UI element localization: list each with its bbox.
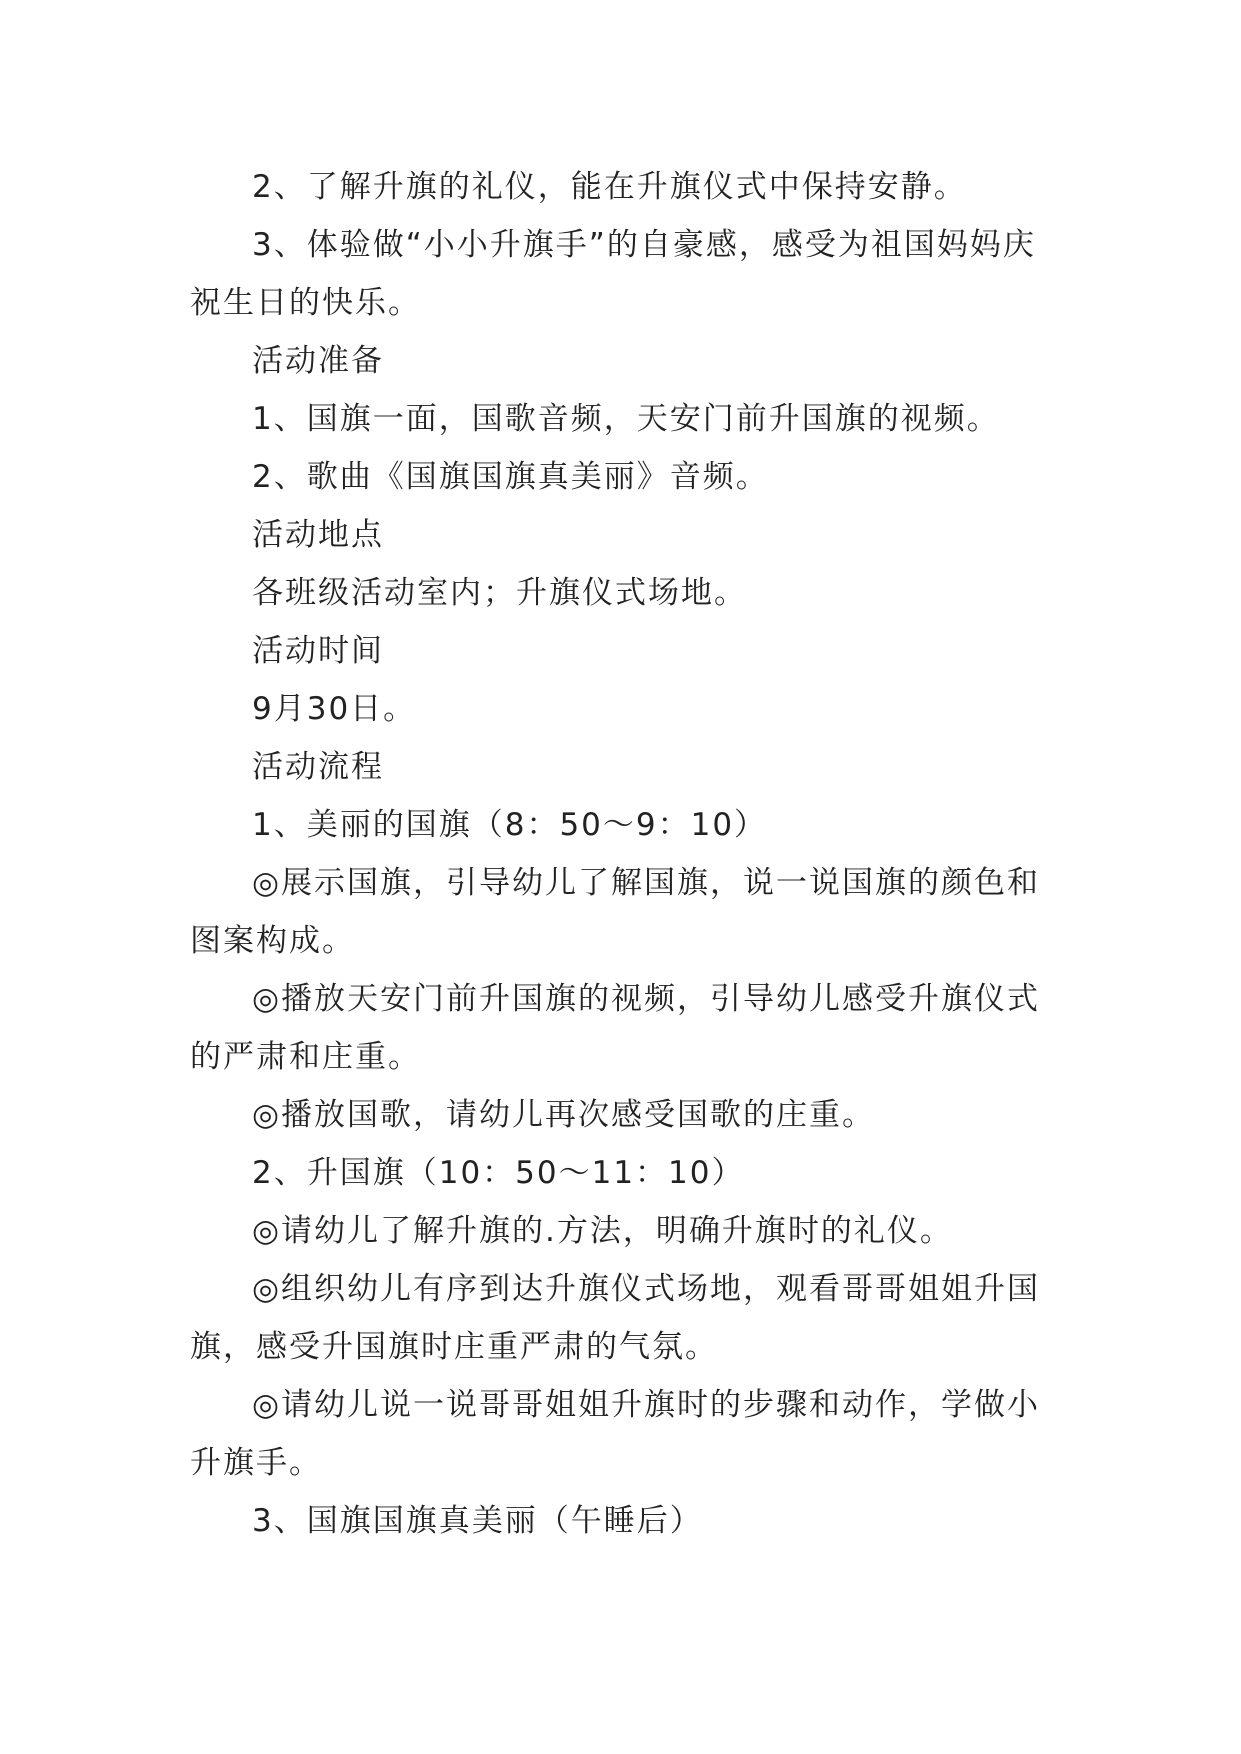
document-body	[190, 158, 1060, 1550]
heading-process: 活动流程	[252, 749, 384, 785]
paragraph-process-1a: ◎展示国旗，引导幼儿了解国旗，说一说国旗的颜色和图案构成。	[190, 865, 1041, 959]
paragraph-preparation-1: 1、国旗一面，国歌音频，天安门前升国旗的视频。	[252, 401, 1000, 437]
heading-location: 活动地点	[252, 517, 384, 553]
heading-time: 活动时间	[252, 633, 384, 669]
paragraph-process-1b: ◎播放天安门前升国旗的视频，引导幼儿感受升旗仪式的严肃和庄重。	[190, 981, 1041, 1075]
paragraph-objective-2: 2、了解升旗的礼仪，能在升旗仪式中保持安静。	[252, 169, 967, 205]
paragraph-preparation-2: 2、歌曲《国旗国旗真美丽》音频。	[252, 459, 769, 495]
paragraph-process-3: 3、国旗国旗真美丽（午睡后）	[252, 1503, 703, 1539]
paragraph-process-2: 2、升国旗（10：50～11：10）	[252, 1155, 745, 1191]
paragraph-process-2b: ◎组织幼儿有序到达升旗仪式场地，观看哥哥姐姐升国旗，感受升国旗时庄重严肃的气氛。	[190, 1271, 1041, 1365]
paragraph-objective-3: 3、体验做“小小升旗手”的自豪感，感受为祖国妈妈庆祝生日的快乐。	[190, 227, 1036, 321]
paragraph-location: 各班级活动室内；升旗仪式场地。	[252, 575, 747, 611]
heading-preparation: 活动准备	[252, 343, 384, 379]
paragraph-process-1: 1、美丽的国旗（8：50～9：10）	[252, 807, 768, 843]
paragraph-process-2a: ◎请幼儿了解升旗的.方法，明确升旗时的礼仪。	[252, 1213, 953, 1249]
paragraph-time: 9月30日。	[252, 691, 417, 727]
paragraph-process-1c: ◎播放国歌，请幼儿再次感受国歌的庄重。	[252, 1097, 876, 1133]
paragraph-process-2c: ◎请幼儿说一说哥哥姐姐升旗时的步骤和动作，学做小升旗手。	[190, 1387, 1041, 1481]
